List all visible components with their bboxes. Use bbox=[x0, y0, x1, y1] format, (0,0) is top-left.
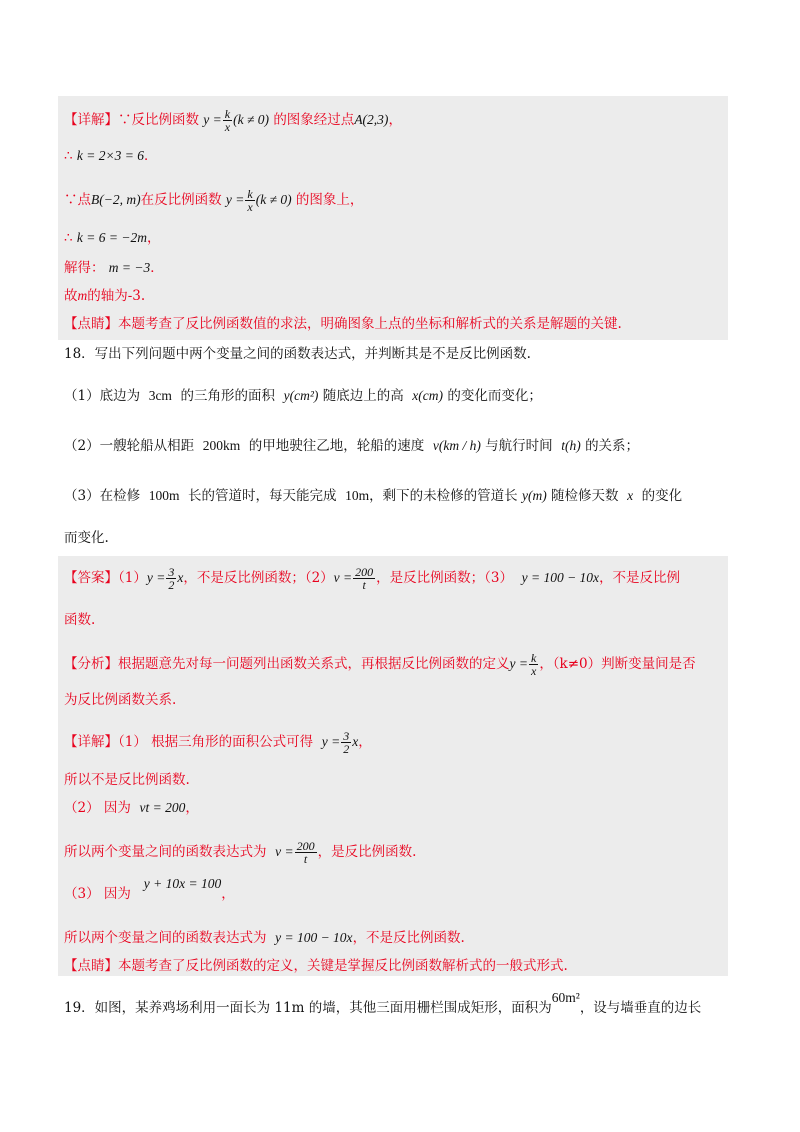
q18-title: 18．写出下列问题中两个变量之间的函数表达式，并判断其是不是反比例函数. bbox=[64, 346, 531, 362]
s17-line-3: ∵点B(−2, m)在反比例函数 y = $\frac{k}{x}$ (k ≠ 0) 的图象上， bbox=[64, 187, 364, 214]
fraction-200-over-t: $\frac{200}{t}$ bbox=[355, 565, 374, 592]
s17-line-5: 解得： m = −3． bbox=[64, 260, 164, 276]
s17-line-4: ∴ k = 6 = −2m， bbox=[64, 230, 161, 246]
s17-line-7: 【点睛】本题考查了反比例函数值的求法，明确图象上点的坐标和解析式的关系是解题的关键. bbox=[64, 316, 622, 332]
detail-line-5: （3） 因为 y + 10x = 100， bbox=[64, 876, 235, 902]
detail-line-3: （2） 因为 vt = 200， bbox=[64, 800, 199, 816]
detail-line-6: 所以两个变量之间的函数表达式为 y = 100 − 10x，不是反比例函数. bbox=[64, 930, 465, 946]
fraction-k-over-x: $\frac{k}{x}$ bbox=[247, 187, 253, 214]
detail-line-4: 所以两个变量之间的函数表达式为 v = $\frac{200}{t}$ ，是反比例函数. bbox=[64, 839, 417, 866]
s17-line-1: 【详解】∵反比例函数 y = $\frac{k}{x}$ (k ≠ 0) 的图象经过点A(2,3)， bbox=[64, 107, 402, 134]
ans18-line-1: 【答案】（1）y = $\frac{3}{2}$ x，不是反比例函数；（2）v = $\frac{200}{t}$ ，是反比例函数；（3） y = 100 − 10x，不是反比例 bbox=[64, 565, 681, 592]
fraction-k-over-x: $\frac{k}{x}$ bbox=[530, 651, 537, 678]
q18-part-2: （2）一艘轮船从相距 200km 的甲地驶往乙地，轮船的速度 v(km / h) 与航行时间 t(h) 的关系； bbox=[64, 438, 640, 454]
answer-block-18 bbox=[58, 556, 728, 976]
ans18-line-2: 函数. bbox=[64, 612, 96, 628]
analysis-line-2: 为反比例函数关系. bbox=[64, 692, 177, 708]
q18-part-1: （1）底边为 3cm 的三角形的面积 y(cm²) 随底边上的高 x(cm) 的变化而变化； bbox=[64, 388, 542, 404]
analysis-line-1: 【分析】根据题意先对每一问题列出函数关系式，再根据反比例函数的定义y = $\frac{k}{x}$ ，（k≠0）判断变量间是否 bbox=[64, 651, 696, 678]
s17-line-6: 故m的轴为-3. bbox=[64, 288, 146, 304]
q19-line-1: 19．如图，某养鸡场利用一面长为 11m 的墙，其他三面用栅栏围成矩形，面积为60m²，设与墙垂直的边长 bbox=[64, 990, 702, 1016]
s17-line-2: ∴ k = 2×3 = 6． bbox=[64, 148, 158, 164]
detail-line-2: 所以不是反比例函数. bbox=[64, 772, 190, 788]
fraction-k-over-x: $\frac{k}{x}$ bbox=[224, 107, 231, 134]
q18-part-3-cont: 而变化. bbox=[64, 530, 109, 546]
q18-part-3: （3）在检修 100m 长的管道时，每天能完成 10m，剩下的未检修的管道长 y(m) 随检修天数 x 的变化 bbox=[64, 488, 683, 504]
pj18-line: 【点睛】本题考查了反比例函数的定义，关键是掌握反比例函数解析式的一般式形式. bbox=[64, 958, 568, 974]
fraction-3-over-2: $\frac{3}{2}$ bbox=[343, 729, 350, 756]
fraction-3-over-2: $\frac{3}{2}$ bbox=[168, 565, 175, 592]
detail-line-1: 【详解】（1） 根据三角形的面积公式可得 y = $\frac{3}{2}$ x， bbox=[64, 729, 372, 756]
fraction-200-over-t: $\frac{200}{t}$ bbox=[296, 839, 315, 866]
